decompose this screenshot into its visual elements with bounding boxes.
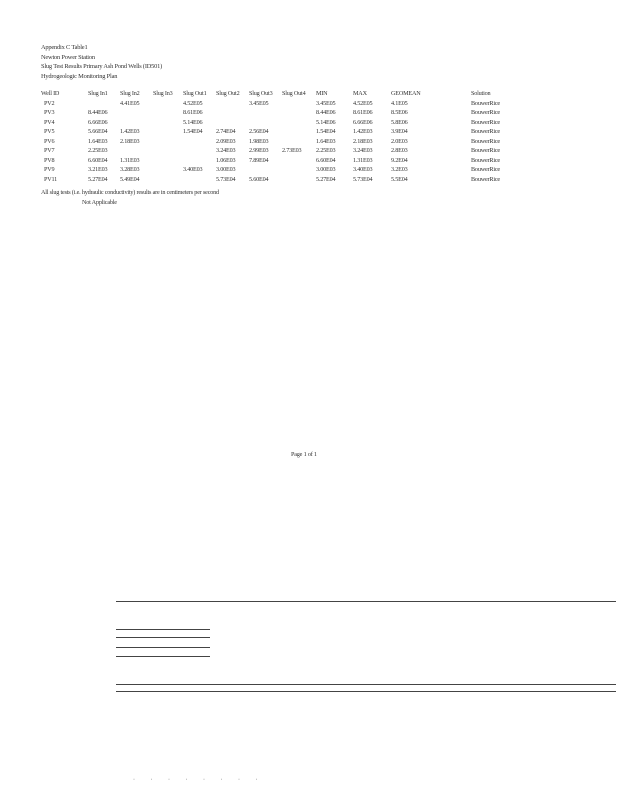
cell-slug-in3	[153, 175, 183, 185]
table-row	[41, 175, 531, 185]
col-header-geomean: GEOMEAN	[391, 90, 421, 97]
cell-slug-out1	[183, 175, 216, 185]
cell-min: 1.64E03	[316, 137, 336, 145]
col-header-slug-out1: Slug Out1	[183, 90, 207, 97]
table-row	[41, 127, 531, 137]
col-header-slug-out2: Slug Out2	[216, 90, 240, 97]
cell-slug-in1: 6.60E04	[88, 156, 108, 164]
cell-max: 2.18E03	[353, 137, 373, 145]
cell-slug-out3: 2.99E03	[249, 147, 269, 154]
cell-solution: BouwerRice	[471, 166, 500, 173]
cell-max: 3.24E03	[353, 147, 373, 154]
cell-blank	[428, 118, 471, 128]
cell-slug-out4	[282, 137, 316, 147]
cell-slug-in1: 1.64E03	[88, 137, 108, 145]
cell-slug-out1	[183, 156, 216, 166]
cell-well-id: PV11	[44, 175, 58, 183]
cell-min: 5.14E06	[316, 118, 336, 126]
slug-test-results-table	[41, 89, 531, 184]
header-results-line: Slug Test Results Primary Ash Pond Wells (ID501)	[41, 63, 163, 70]
cell-slug-in2: 2.18E03	[120, 137, 140, 145]
divider-short-2	[116, 637, 210, 638]
cell-blank	[428, 156, 471, 166]
col-header-slug-out4: Slug Out4	[282, 90, 306, 97]
cell-slug-in2: 1.42E03	[120, 128, 140, 135]
cell-solution: BouwerRice	[471, 175, 500, 183]
cell-geomean: 2.0E03	[391, 137, 408, 145]
divider-bottom-1	[116, 684, 616, 685]
cell-geomean: 9.2E04	[391, 156, 408, 164]
cell-max: 6.66E06	[353, 118, 373, 126]
divider-short-1	[116, 629, 210, 630]
cell-blank	[428, 137, 471, 147]
cell-slug-out2: 3.24E03	[216, 147, 236, 154]
cell-solution: BouwerRice	[471, 147, 500, 154]
cell-slug-in3	[153, 137, 183, 147]
cell-max: 8.61E06	[353, 109, 373, 116]
cell-well-id: PV4	[44, 118, 55, 126]
cell-well-id: PV2	[44, 99, 55, 107]
cell-slug-in3	[153, 146, 183, 156]
cell-slug-out1: 3.40E03	[183, 166, 203, 173]
table-row	[41, 165, 531, 175]
cell-geomean: 2.8E03	[391, 147, 408, 154]
cell-well-id: PV9	[44, 166, 55, 173]
cell-solution: BouwerRice	[471, 99, 500, 107]
cell-min: 8.44E06	[316, 109, 336, 116]
cell-blank	[428, 175, 471, 185]
cell-slug-in2: 3.28E03	[120, 166, 140, 173]
cell-min: 1.54E04	[316, 128, 336, 135]
cell-slug-out3: 7.89E04	[249, 156, 269, 164]
cell-geomean: 5.8E06	[391, 118, 408, 126]
cell-slug-in1: 8.44E06	[88, 109, 108, 116]
cell-blank	[428, 146, 471, 156]
col-header-blank	[428, 89, 471, 99]
col-header-well-id: Well ID	[41, 90, 60, 97]
cell-solution: BouwerRice	[471, 137, 500, 145]
cell-slug-out1	[183, 146, 216, 156]
cell-slug-out4	[282, 118, 316, 128]
cell-slug-out1: 5.14E06	[183, 118, 203, 126]
cell-slug-out2	[216, 99, 249, 109]
cell-blank	[428, 127, 471, 137]
cell-slug-out2	[216, 118, 249, 128]
cell-blank	[428, 108, 471, 118]
table-row	[41, 118, 531, 128]
cell-slug-out3: 1.98E03	[249, 137, 269, 145]
table-row	[41, 146, 531, 156]
cell-slug-in3	[153, 127, 183, 137]
col-header-slug-in2: Slug In2	[120, 90, 140, 97]
cell-slug-out4	[282, 99, 316, 109]
cell-slug-in3	[153, 118, 183, 128]
cell-max: 1.31E03	[353, 156, 373, 164]
cell-solution: BouwerRice	[471, 128, 500, 135]
cell-well-id: PV8	[44, 156, 55, 164]
cell-slug-out3	[249, 118, 282, 128]
cell-slug-out1: 8.61E06	[183, 109, 203, 116]
cell-slug-in1: 6.66E06	[88, 118, 108, 126]
col-header-slug-in3: Slug In3	[153, 90, 173, 97]
cell-slug-out2	[216, 108, 249, 118]
cell-slug-out4	[282, 156, 316, 166]
cell-slug-out4	[282, 165, 316, 175]
cell-min: 6.60E04	[316, 156, 336, 164]
col-header-solution: Solution	[471, 90, 491, 97]
cell-max: 1.42E03	[353, 128, 373, 135]
document-header	[41, 43, 162, 81]
table-header-row	[41, 89, 531, 99]
cell-slug-in2	[120, 146, 153, 156]
cell-slug-out4	[282, 175, 316, 185]
cell-slug-in2: 4.41E05	[120, 99, 140, 107]
cell-solution: BouwerRice	[471, 156, 500, 164]
cell-slug-out1: 1.54E04	[183, 128, 203, 135]
cell-solution: BouwerRice	[471, 109, 500, 116]
cell-slug-in2	[120, 118, 153, 128]
not-applicable-note: Not Applicable	[82, 199, 117, 206]
cell-min: 5.27E04	[316, 175, 336, 183]
cell-slug-out1	[183, 137, 216, 147]
cell-slug-out3	[249, 165, 282, 175]
cell-slug-in2	[120, 108, 153, 118]
cell-blank	[428, 165, 471, 175]
cell-slug-out2: 5.73E04	[216, 175, 236, 183]
col-header-slug-in1: Slug In1	[88, 90, 108, 97]
cell-slug-in3	[153, 108, 183, 118]
cell-min: 3.45E05	[316, 99, 336, 107]
cell-geomean: 3.2E03	[391, 166, 408, 173]
cell-slug-out4	[282, 127, 316, 137]
cell-slug-in2: 5.49E04	[120, 175, 140, 183]
cell-slug-out3: 5.60E04	[249, 175, 269, 183]
col-header-slug-out3: Slug Out3	[249, 90, 273, 97]
cell-max: 4.52E05	[353, 99, 373, 107]
cell-slug-in1: 3.21E03	[88, 166, 108, 173]
cell-geomean: 5.5E04	[391, 175, 408, 183]
cell-max: 5.73E04	[353, 175, 373, 183]
cell-max: 3.40E03	[353, 166, 373, 173]
cell-slug-in1: 5.66E04	[88, 128, 108, 135]
col-header-min: MIN	[316, 90, 328, 97]
cell-geomean: 3.9E04	[391, 128, 408, 135]
cell-geomean: 4.1E05	[391, 99, 408, 107]
table-body	[41, 99, 531, 185]
cell-slug-in3	[153, 165, 183, 175]
cell-geomean: 8.5E06	[391, 109, 408, 116]
table-row	[41, 108, 531, 118]
cell-well-id: PV7	[44, 147, 55, 154]
header-plan-line: Hydrogeologic Monitoring Plan	[41, 72, 118, 80]
cell-well-id: PV6	[44, 137, 55, 145]
cell-solution: BouwerRice	[471, 118, 500, 126]
table-row	[41, 156, 531, 166]
cell-slug-in1	[88, 99, 120, 109]
footer-dots: · · · · · · · ·	[133, 777, 265, 783]
header-title-line: Appendix C Table1	[41, 44, 88, 51]
table-row	[41, 99, 531, 109]
header-station-line: Newton Power Station	[41, 53, 95, 61]
cell-slug-in3	[153, 99, 183, 109]
divider-top	[116, 601, 616, 602]
divider-short-4	[116, 656, 210, 657]
cell-slug-in1: 5.27E04	[88, 175, 108, 183]
cell-well-id: PV5	[44, 128, 55, 135]
cell-min: 2.25E03	[316, 147, 336, 154]
divider-short-3	[116, 647, 210, 648]
cell-slug-out3: 3.45E05	[249, 99, 269, 107]
cell-blank	[428, 99, 471, 109]
cell-slug-out4: 2.73E03	[282, 147, 302, 154]
cell-slug-out3	[249, 108, 282, 118]
cell-slug-out4	[282, 108, 316, 118]
page-number: Page 1 of 1	[291, 451, 317, 458]
cell-well-id: PV3	[44, 109, 55, 116]
cell-slug-out2: 2.74E04	[216, 128, 236, 135]
cell-slug-out3: 2.56E04	[249, 128, 269, 135]
cell-slug-in1: 2.25E03	[88, 147, 108, 154]
cell-slug-out1: 4.52E05	[183, 99, 203, 107]
units-note: All slug tests (i.e. hydraulic conductivity) results are in centimeters per second	[41, 189, 219, 196]
table-row	[41, 137, 531, 147]
cell-slug-out2: 3.00E03	[216, 166, 236, 173]
cell-slug-out2: 1.06E03	[216, 156, 236, 164]
col-header-max: MAX	[353, 90, 367, 97]
cell-slug-in2: 1.31E03	[120, 156, 140, 164]
divider-bottom-2	[116, 691, 616, 692]
cell-slug-out2: 2.09E03	[216, 137, 236, 145]
cell-slug-in3	[153, 156, 183, 166]
cell-min: 3.00E03	[316, 166, 336, 173]
